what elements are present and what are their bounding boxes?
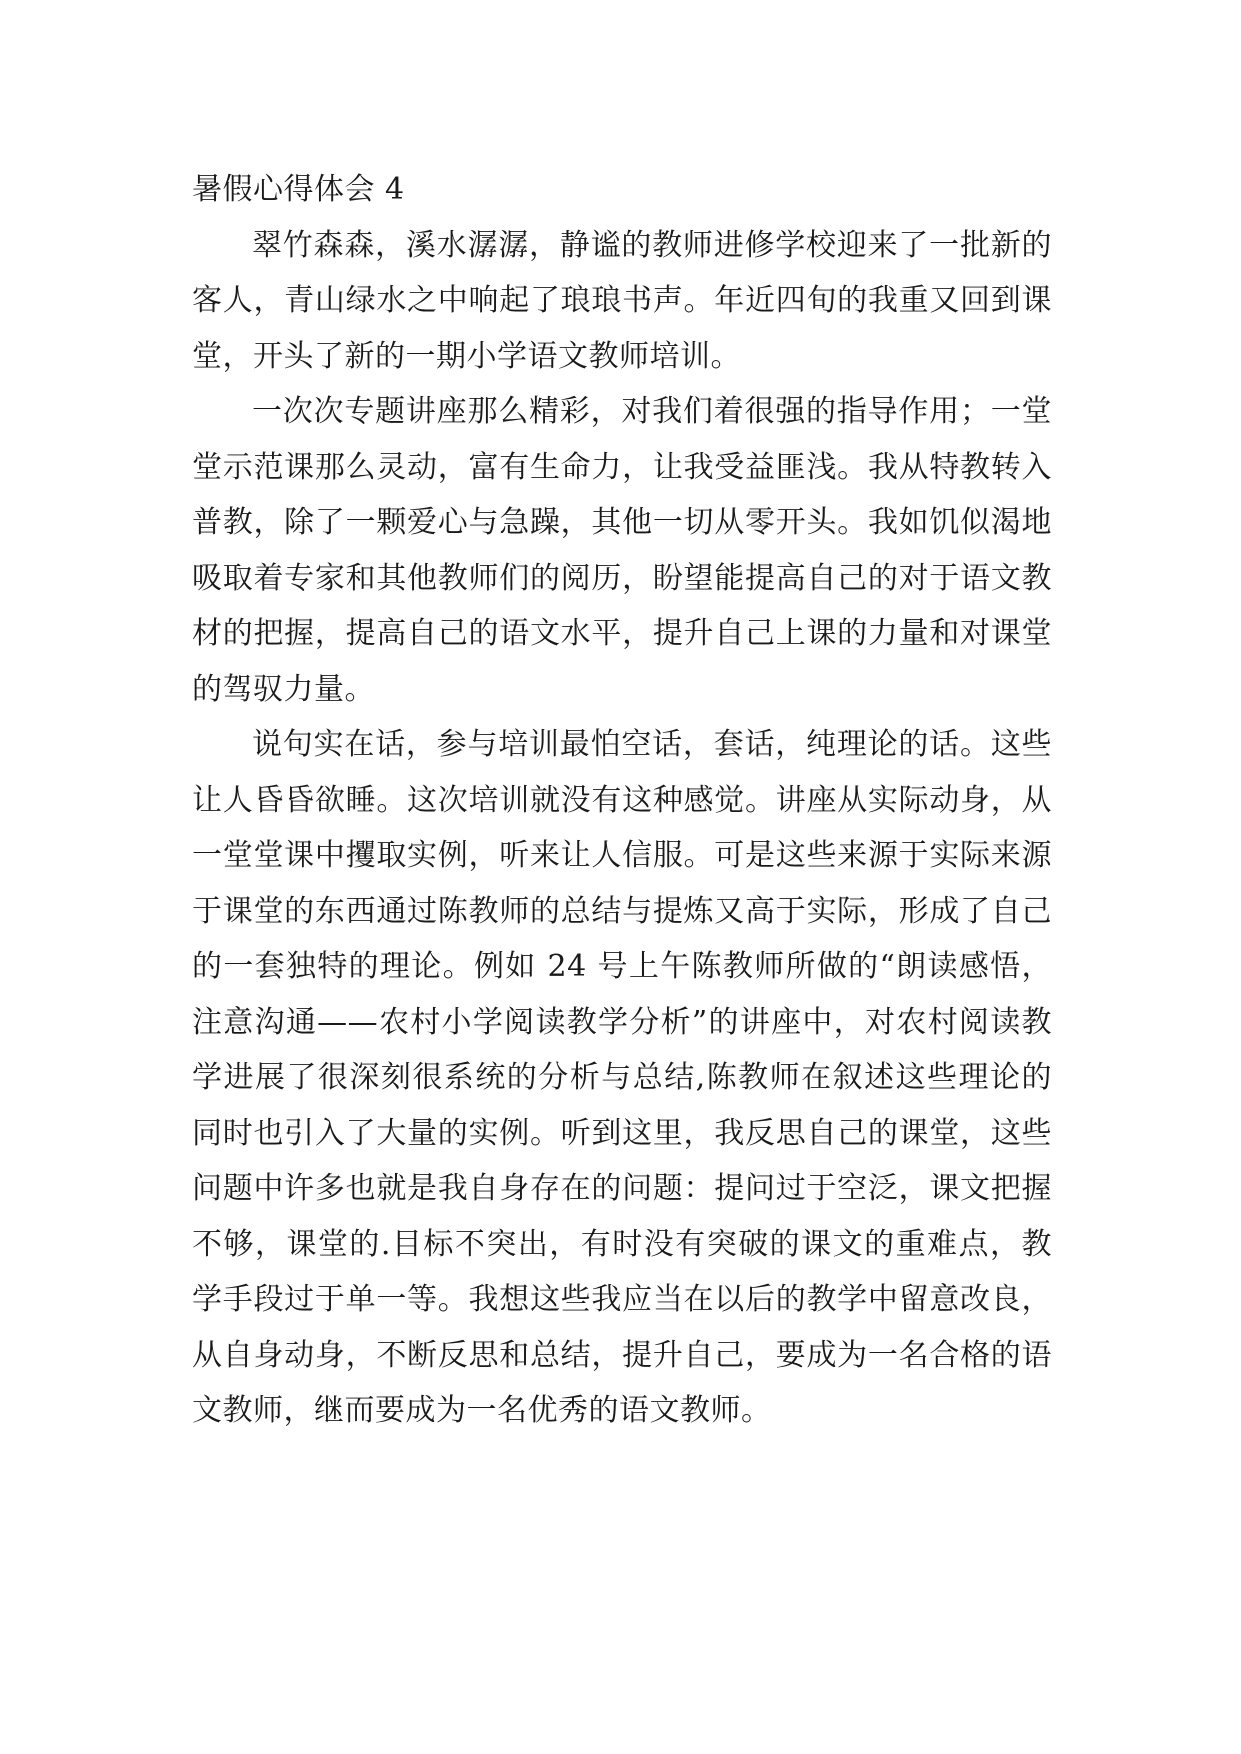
document-title: 暑假心得体会 4	[192, 172, 405, 207]
paragraph-2: 一次次专题讲座那么精彩，对我们着很强的指导作用；一堂堂示范课那么灵动，富有生命力，让我受益匪浅。我从特教转入普教，除了一颗爱心与急躁，其他一切从零开头。我如饥似渴地吸取着专家和其他教师们的阅历，盼望能提高自己的对于语文教材的把握，提高自己的语文水平，提升自己上课的力量和对课堂的驾驭力量。	[192, 394, 1052, 707]
paragraph-3: 说句实在话，参与培训最怕空话，套话，纯理论的话。这些让人昏昏欲睡。这次培训就没有这种感觉。讲座从实际动身，从一堂堂课中攫取实例，听来让人信服。可是这些来源于实际来源于课堂的东西通过陈教师的总结与提炼又高于实际，形成了自己的一套独特的理论。例如 24 号上午陈教师所做的“朗读感悟，注意沟通——农村小学阅读教学分析”的讲座中，对农村阅读教学进展了很深刻很系统的分析与总结,陈教师在叙述这些理论的同时也引入了大量的实例。听到这里，我反思自己的课堂，这些问题中许多也就是我自身存在的问题：提问过于空泛，课文把握不够，课堂的.目标不突出，有时没有突破的课文的重难点，教学手段过于单一等。我想这些我应当在以后的教学中留意改良，从自身动身，不断反思和总结，提升自己，要成为一名合格的语文教师，继而要成为一名优秀的语文教师。	[192, 727, 1052, 1428]
paragraph-1: 翠竹森森，溪水潺潺，静谧的教师进修学校迎来了一批新的客人，青山绿水之中响起了琅琅书声。年近四旬的我重又回到课堂，开头了新的一期小学语文教师培训。	[192, 227, 1052, 374]
document-body	[192, 162, 1052, 1439]
